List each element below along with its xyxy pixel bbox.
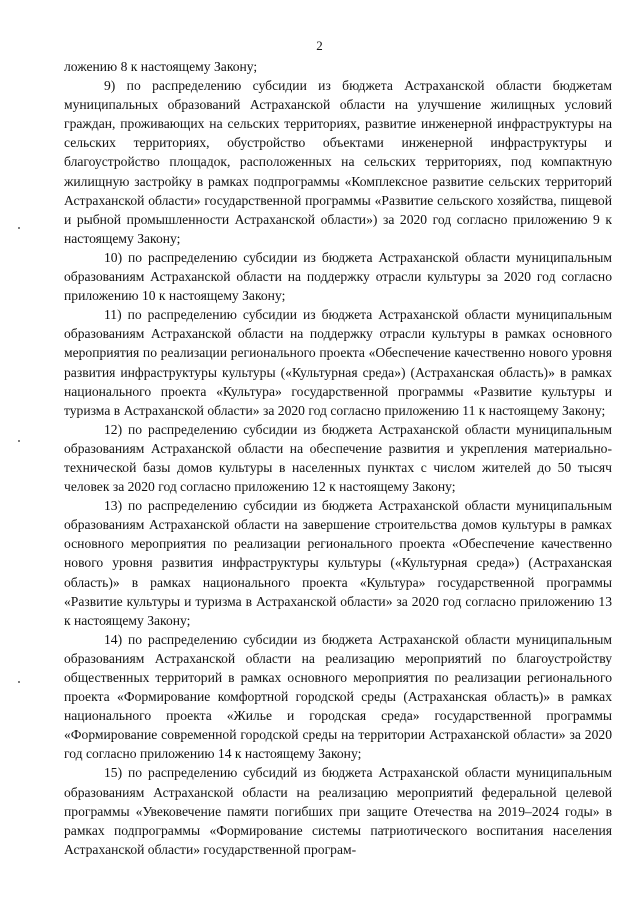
scan-speck xyxy=(18,227,20,229)
paragraph-item-11: 11) по распределению субсидии из бюджета Астраханской области муниципальным образованиям Астраханской области на поддержку отрасли культуры в рамках основного мероприятия по реализации регионального проекта «Обеспечение качественно нового уровня развития инфраструктуры культуры («Культурная среда») (Астраханская область)» в рамках национального проекта «Культура» государственной программы «Развитие культуры и туризма в Астраханской области» за 2020 год согласно приложению 11 к настоящему Закону; xyxy=(64,307,612,418)
paragraph-item-14: 14) по распределению субсидии из бюджета Астраханской области муниципальным образованиям Астраханской области на реализацию мероприятий по благоустройству общественных территорий в рамках основного мероприятия по реализации регионального проекта «Формирование комфортной городской среды (Астраханская область)» в рамках национального проекта «Жилье и городская среда» государственной программы «Формирование современной городской среды на территории Астраханской области» за 2020 год согласно приложению 14 к настоящему Закону; xyxy=(64,631,612,762)
page-number: 2 xyxy=(316,38,323,53)
paragraph-continuation: ложению 8 к настоящему Закону; xyxy=(64,59,258,74)
paragraph-item-10: 10) по распределению субсидии из бюджета Астраханской области муниципальным образованиям Астраханской области на поддержку отрасли культуры за 2020 год согласно приложению 10 к настоящему Закону; xyxy=(64,249,612,304)
scan-speck xyxy=(18,440,20,442)
paragraph-item-9: 9) по распределению субсидии из бюджета Астраханской области бюджетам муниципальных образований Астраханской области на улучшение жилищных условий граждан, проживающих на сельских территориях, развитие инженерной инфраструктуры на сельских территориях, обустройство объектами инженерной инфраструктуры и благоустройство площадок, расположенных на сельских территориях, под компактную жилищную застройку в рамках подпрограммы «Комплексное развитие сельских территорий Астраханской области» государственной программы «Развитие сельского хозяйства, пищевой и рыбной промышленности Астраханской области») за 2020 год согласно приложению 9 к настоящему Закону; xyxy=(64,78,612,246)
paragraph-item-15: 15) по распределению субсидий из бюджета Астраханской области муниципальным образованиям Астраханской области на реализацию мероприятий федеральной целевой программы «Увековечение памяти погибших при защите Отечества на 2019–2024 годы» в рамках подпрограммы «Формирование системы патриотического воспитания населения Астраханской области» государственной програм- xyxy=(64,765,612,857)
scan-speck xyxy=(18,681,20,683)
document-body xyxy=(64,57,612,859)
paragraph-item-13: 13) по распределению субсидии из бюджета Астраханской области муниципальным образованиям Астраханской области на завершение строительства домов культуры в рамках основного мероприятия по реализации регионального проекта «Обеспечение качественно нового уровня развития инфраструктуры культуры («Культурная среда») (Астраханская область)» в рамках национального проекта «Культура» государственной программы «Развитие культуры и туризма в Астраханской области» за 2020 год согласно приложению 13 к настоящему Закону; xyxy=(64,498,612,628)
paragraph-item-12: 12) по распределению субсидии из бюджета Астраханской области муниципальным образованиям Астраханской области на обеспечение развития и укрепления материально-технической базы домов культуры в населенных пунктах с числом жителей до 50 тысяч человек за 2020 год согласно приложению 12 к настоящему Закону; xyxy=(64,421,612,495)
